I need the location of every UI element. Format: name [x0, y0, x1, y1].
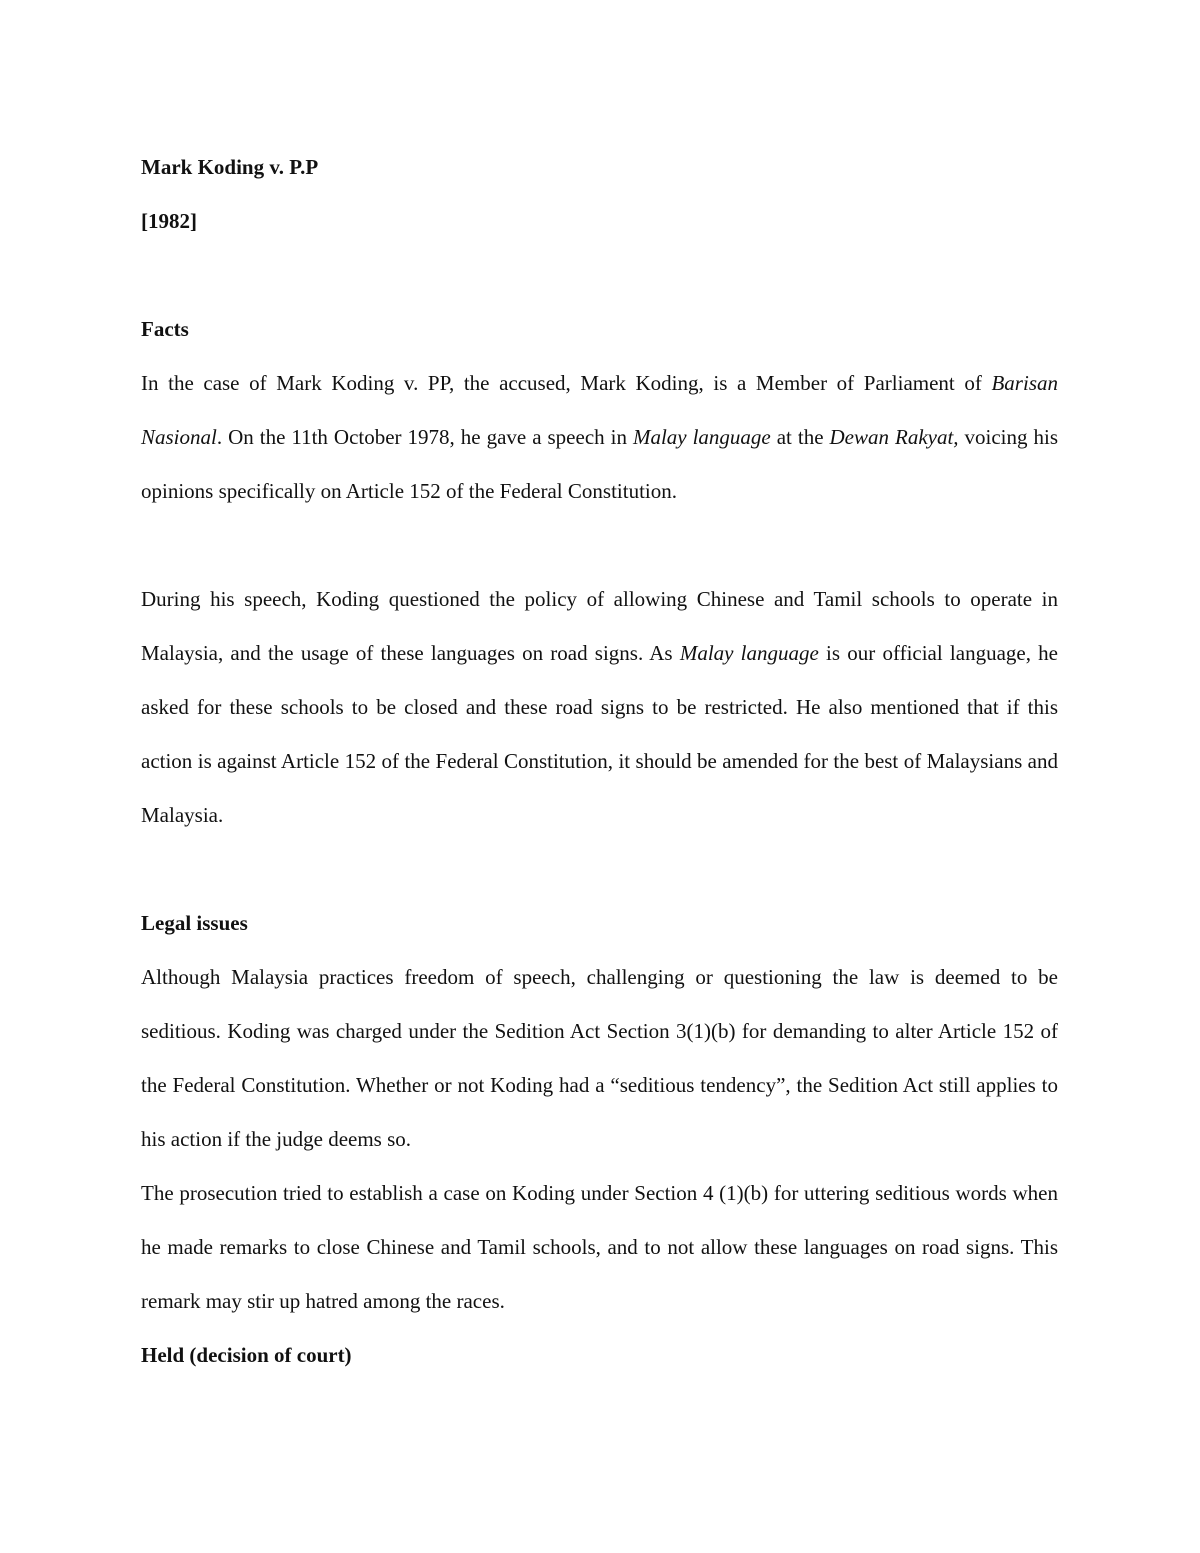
facts-p2-text-1: During his speech, Koding questioned the policy of allowing Chinese and Tamil schools to operate in Malaysia, and the usage of these languages on road signs. As — [141, 587, 1058, 665]
facts-p1-text-4: voicing his opinions specifically on Article 152 of the Federal Constitution. — [141, 425, 1059, 503]
facts-p2-text-2: is our official language, he asked for these schools to be closed and these road signs to be restricted. He also mentioned that if this action is against Article 152 of the Federal Constitution, it should be amended for the best of Malaysians and Malaysia. — [141, 641, 1058, 827]
facts-p1-text-2: . On the 11th October 1978, he gave a speech in — [216, 425, 633, 449]
legal-issues-heading: Legal issues — [141, 911, 248, 935]
held-heading: Held (decision of court) — [141, 1343, 352, 1367]
case-title: Mark Koding v. P.P — [141, 155, 319, 179]
legal-issues-paragraph-2: The prosecution tried to establish a case on Koding under Section 4 (1)(b) for uttering seditious words when he made remarks to close Chinese and Tamil schools, and to not allow these languages on road signs. This remark may stir up hatred among the races. — [141, 1181, 1058, 1313]
facts-paragraph-1 — [141, 356, 1058, 518]
spacer — [141, 248, 1058, 302]
legal-issues-paragraph-1: Although Malaysia practices freedom of speech, challenging or questioning the law is deemed to be seditious. Koding was charged under the Sedition Act Section 3(1)(b) for demanding to alter Article 152 of the Federal Constitution. Whether or not Koding had a “seditious tendency”, the Sedition Act still applies to his action if the judge deems so. — [141, 965, 1058, 1151]
facts-p1-italic-3: Dewan Rakyat, — [829, 425, 959, 449]
facts-heading: Facts — [141, 317, 189, 341]
facts-p1-text-3: at the — [770, 425, 830, 449]
spacer — [141, 842, 1058, 896]
facts-p1-italic-1: Barisan Nasional — [141, 371, 1058, 449]
document-page — [141, 140, 1058, 1382]
facts-p2-italic-1: Malay language — [679, 641, 819, 665]
case-year: [1982] — [141, 209, 197, 233]
facts-p1-italic-2: Malay language — [632, 425, 771, 449]
spacer — [141, 518, 1058, 572]
facts-paragraph-2 — [141, 572, 1058, 842]
facts-p1-text-1: In the case of Mark Koding v. PP, the accused, Mark Koding, is a Member of Parliament of — [141, 371, 992, 395]
